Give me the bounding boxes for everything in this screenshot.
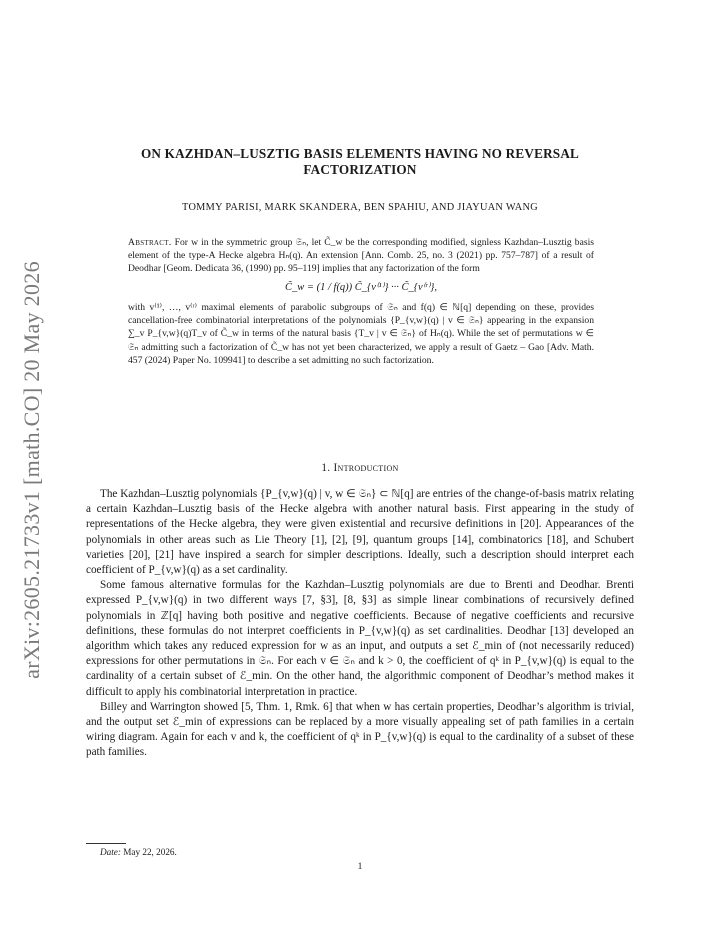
paper-title-line-1: ON KAZHDAN–LUSZTIG BASIS ELEMENTS HAVING NO REVERSAL xyxy=(140,146,580,161)
section-heading-introduction: 1. Introduction xyxy=(321,462,399,474)
footnote-value: May 22, 2026. xyxy=(123,847,177,857)
abstract-paragraph-1 xyxy=(128,236,594,275)
abstract-text-1: For w in the symmetric group 𝔖ₙ, let C̃_w be the corresponding modified, signless Kazhdan–Lusztig basis element of the type-A Hecke algebra Hₙ(q). An extension [Ann. Comb. 25, no. 3 (2021) pp. 757–787] of a result of Deodhar [Geom. Dedicata 36, (1990) pp. 95–119] implies that any factorization of the form xyxy=(128,237,594,275)
author-list: TOMMY PARISI, MARK SKANDERA, BEN SPAHIU, AND JIAYUAN WANG xyxy=(182,202,538,213)
body-paragraph: Some famous alternative formulas for the Kazhdan–Lusztig polynomials are due to Brenti and Deodhar. Brenti expressed P_{v,w}(q) in two different ways [7, §3], [8, §3] as simple linear combinations of recursively defined polynomials in ℤ[q] having both positive and negative coefficients. Because of negative coefficients and recursive definitions, these formulas do not interpret coefficients in P_{v,w}(q) as set cardinalities. Deodhar [13] developed an algorithm which takes any reduced expression for w as an input, and outputs a set ℰ_min of (not necessarily reduced) expressions for other permutations in 𝔖ₙ. For each v ∈ 𝔖ₙ and k > 0, the coefficient of qᵏ in P_{v,w}(q) is equal to the cardinality of a certain subset of ℰ_min. On the other hand, the algorithmic component of Deodhar’s method makes it difficult to apply his combinatorial interpretation in practice. xyxy=(86,579,634,698)
page-number: 1 xyxy=(357,862,363,872)
body-paragraph: Billey and Warrington showed [5, Thm. 1, Rmk. 6] that when w has certain properties, Deodhar’s algorithm is trivial, and the output set ℰ_min of expressions can be replaced by a more visually appealing set of path families in a certain wiring diagram. Again for each v and k, the coefficient of qᵏ in P_{v,w}(q) is equal to the cardinality of a subset of these path families. xyxy=(86,700,634,759)
body-paragraph: The Kazhdan–Lusztig polynomials {P_{v,w}(q) | v, w ∈ 𝔖ₙ} ⊂ ℕ[q] are entries of the change-of-basis matrix relating a certain Kazhdan–Lusztig basis of the Hecke algebra with another natural basis. First appearing in the study of representations of the Hecke algebra, they were given existential and recursive definitions in [20]. Appearances of the polynomials in other areas such as Lie Theory [1], [2], [9], quantum groups [14], combinatorics [18], and Schubert varieties [20], [21] have inspired a search for simpler descriptions. Ideally, such a description should interpret each coefficient of P_{v,w}(q) as a set cardinality. xyxy=(86,488,634,577)
abstract-formula: C̃_w = (1 / f(q)) C̃_{v⁽¹⁾} ··· C̃_{v⁽ʳ⁾}, xyxy=(285,282,437,294)
introduction-body xyxy=(86,487,634,761)
abstract-paragraph-2: with v⁽¹⁾, …, v⁽ʳ⁾ maximal elements of parabolic subgroups of 𝔖ₙ and f(q) ∈ ℕ[q] depending on these, provides cancellation-free combinatorial interpretations of the polynomials {P_{v,w}(q) | v ∈ 𝔖ₙ} appearing in the expansion ∑_v P_{v,w}(q)T_v of C̃_w in terms of the natural basis {T_v | v ∈ 𝔖ₙ} of Hₙ(q). While the set of permutations w ∈ 𝔖ₙ admitting such a factorization of C̃_w has not yet been characterized, we apply a result of Gaetz – Gao [Adv. Math. 457 (2024) Paper No. 109941] to describe a set admitting no such factorization. xyxy=(128,302,594,366)
abstract xyxy=(128,236,594,367)
abstract-label: Abstract. xyxy=(128,237,172,248)
arxiv-identifier-text: arXiv:2605.21733v1 [math.CO] 20 May 2026 xyxy=(19,261,45,679)
date-footnote xyxy=(100,847,177,857)
footnote-label: Date: xyxy=(100,847,121,857)
paper-title xyxy=(86,146,634,178)
footnote-divider xyxy=(86,843,126,844)
paper-title-line-2: FACTORIZATION xyxy=(303,162,417,177)
arxiv-identifier-stamp xyxy=(17,250,47,690)
